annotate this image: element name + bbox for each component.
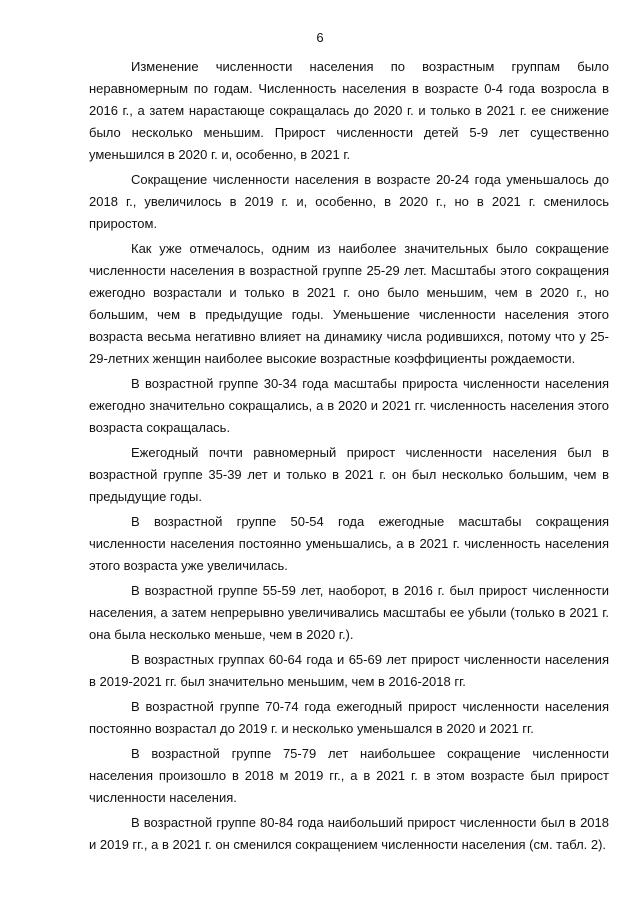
paragraph: В возрастных группах 60-64 года и 65-69 лет прирост численности населения в 2019-2021 гг. был значительно меньшим, чем в 2016-2018 гг. (89, 652, 609, 689)
page-number: 6 (316, 30, 324, 45)
paragraph: В возрастной группе 30-34 года масштабы прироста численности населения ежегодно значительно сокращались, а в 2020 и 2021 гг. численность населения этого возраста сокращалась. (89, 376, 609, 435)
paragraph: Сокращение численности населения в возрасте 20-24 года уменьшалось до 2018 г., увеличилось в 2019 г. и, особенно, в 2020 г., но в 2021 г. сменилось приростом. (89, 172, 609, 231)
body-text (89, 56, 609, 859)
paragraph: В возрастной группе 75-79 лет наибольшее сокращение численности населения произошло в 2018 м 2019 гг., а в 2021 г. в этом возрасте был прирост численности населения. (89, 746, 609, 805)
paragraph: В возрастной группе 55-59 лет, наоборот, в 2016 г. был прирост численности населения, а затем непрерывно увеличивались масштабы ее убыли (только в 2021 г. она была несколько меньше, чем в 2020 г.). (89, 583, 609, 642)
paragraph: В возрастной группе 80-84 года наибольший прирост численности был в 2018 и 2019 гг., а в 2021 г. он сменился сокращением численности населения (см. табл. 2). (89, 815, 609, 852)
paragraph: Ежегодный почти равномерный прирост численности населения был в возрастной группе 35-39 лет и только в 2021 г. он был несколько большим, чем в предыдущие годы. (89, 445, 609, 504)
paragraph: В возрастной группе 70-74 года ежегодный прирост численности населения постоянно возрастал до 2019 г. и несколько уменьшался в 2020 и 2021 гг. (89, 699, 609, 736)
paragraph: В возрастной группе 50-54 года ежегодные масштабы сокращения численности населения постоянно уменьшались, а в 2021 г. численность населения этого возраста уже увеличилась. (89, 514, 609, 573)
paragraph: Изменение численности населения по возрастным группам было неравномерным по годам. Численность населения в возрасте 0-4 года возросла в 2016 г., а затем нарастающе сокращалась до 2020 г. и только в 2021 г. ее снижение было несколько меньшим. Прирост численности детей 5-9 лет существенно уменьшился в 2020 г. и, особенно, в 2021 г. (89, 59, 609, 162)
paragraph: Как уже отмечалось, одним из наиболее значительных было сокращение численности населения в возрастной группе 25-29 лет. Масштабы этого сокращения ежегодно возрастали и только в 2021 г. оно было меньшим, чем в 2020 г., но большим, чем в предыдущие годы. Уменьшение численности населения этого возраста весьма негативно влияет на динамику числа родившихся, потому что у 25-29-летних женщин наиболее высокие возрастные коэффициенты рождаемости. (89, 241, 609, 366)
